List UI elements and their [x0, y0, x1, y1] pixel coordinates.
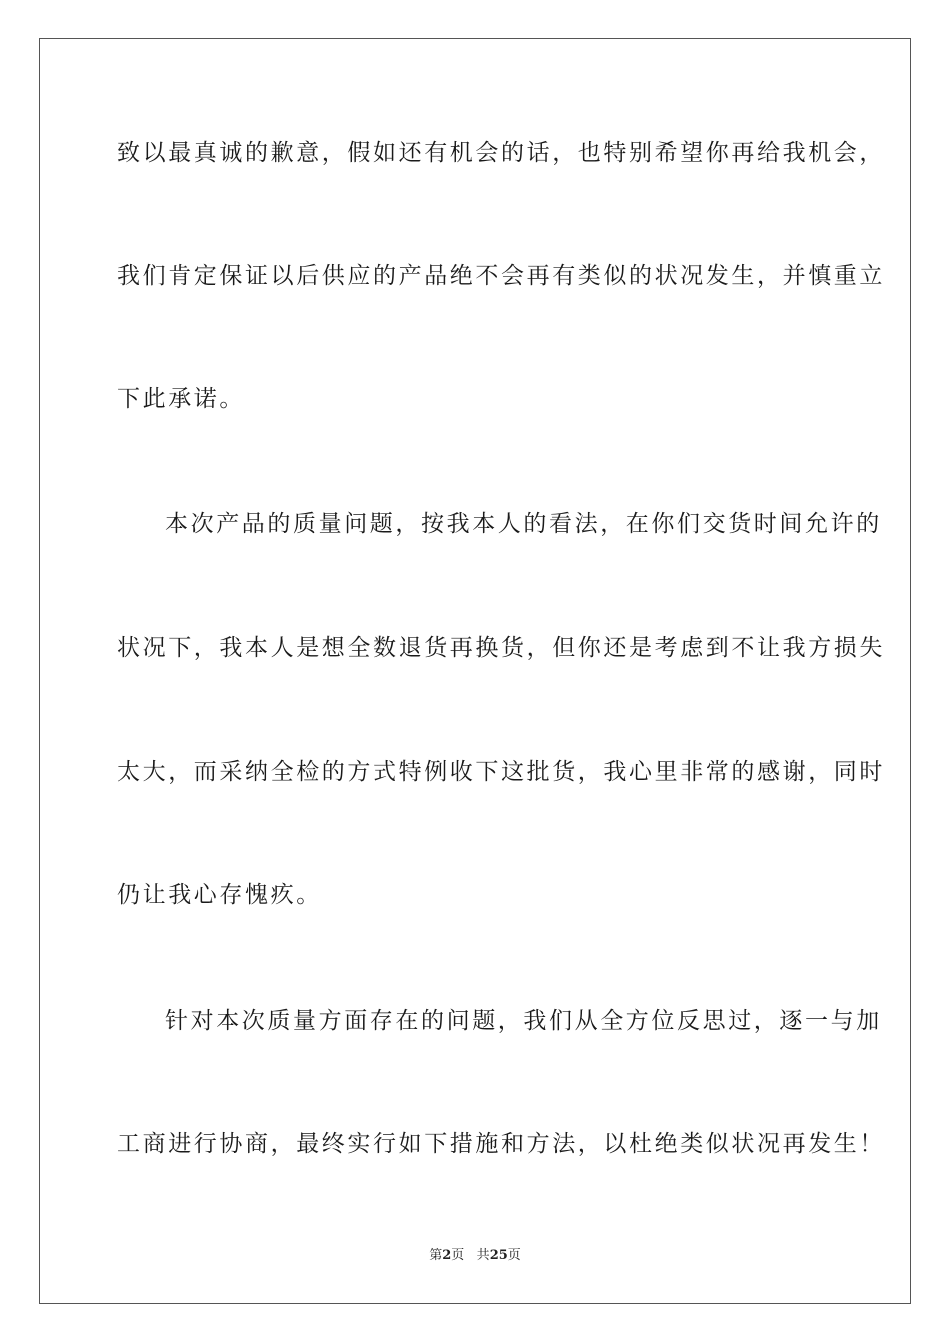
page-suffix: 页: [451, 1248, 465, 1263]
paragraph-line: 针对本次质量方面存在的问题，我们从全方位反思过，逐一与加: [165, 1008, 882, 1034]
paragraph-line: 工商进行协商，最终实行如下措施和方法，以杜绝类似状况再发生！: [117, 1131, 885, 1157]
total-pages: 25: [489, 1248, 508, 1263]
paragraph-line: 本次产品的质量问题，按我本人的看法，在你们交货时间允许的: [165, 511, 882, 537]
paragraph-line: 仍让我心存愧疚。: [117, 882, 322, 908]
total-suffix: 页: [507, 1248, 521, 1263]
page-frame: [39, 38, 911, 1304]
paragraph-line: 下此承诺。: [117, 386, 245, 412]
paragraph-line: 状况下，我本人是想全数退货再换货，但你还是考虑到不让我方损失: [117, 635, 885, 661]
paragraph-line: 太大，而采纳全检的方式特例收下这批货，我心里非常的感谢，同时: [117, 759, 885, 785]
page-number: 2: [442, 1248, 452, 1263]
total-prefix: 共: [476, 1248, 490, 1263]
paragraph-line: 我们肯定保证以后供应的产品绝不会再有类似的状况发生，并慎重立: [117, 263, 885, 289]
page-prefix: 第: [429, 1248, 443, 1263]
page-footer: [0, 1247, 950, 1265]
paragraph-line: 致以最真诚的歉意，假如还有机会的话，也特别希望你再给我机会，: [117, 140, 885, 166]
